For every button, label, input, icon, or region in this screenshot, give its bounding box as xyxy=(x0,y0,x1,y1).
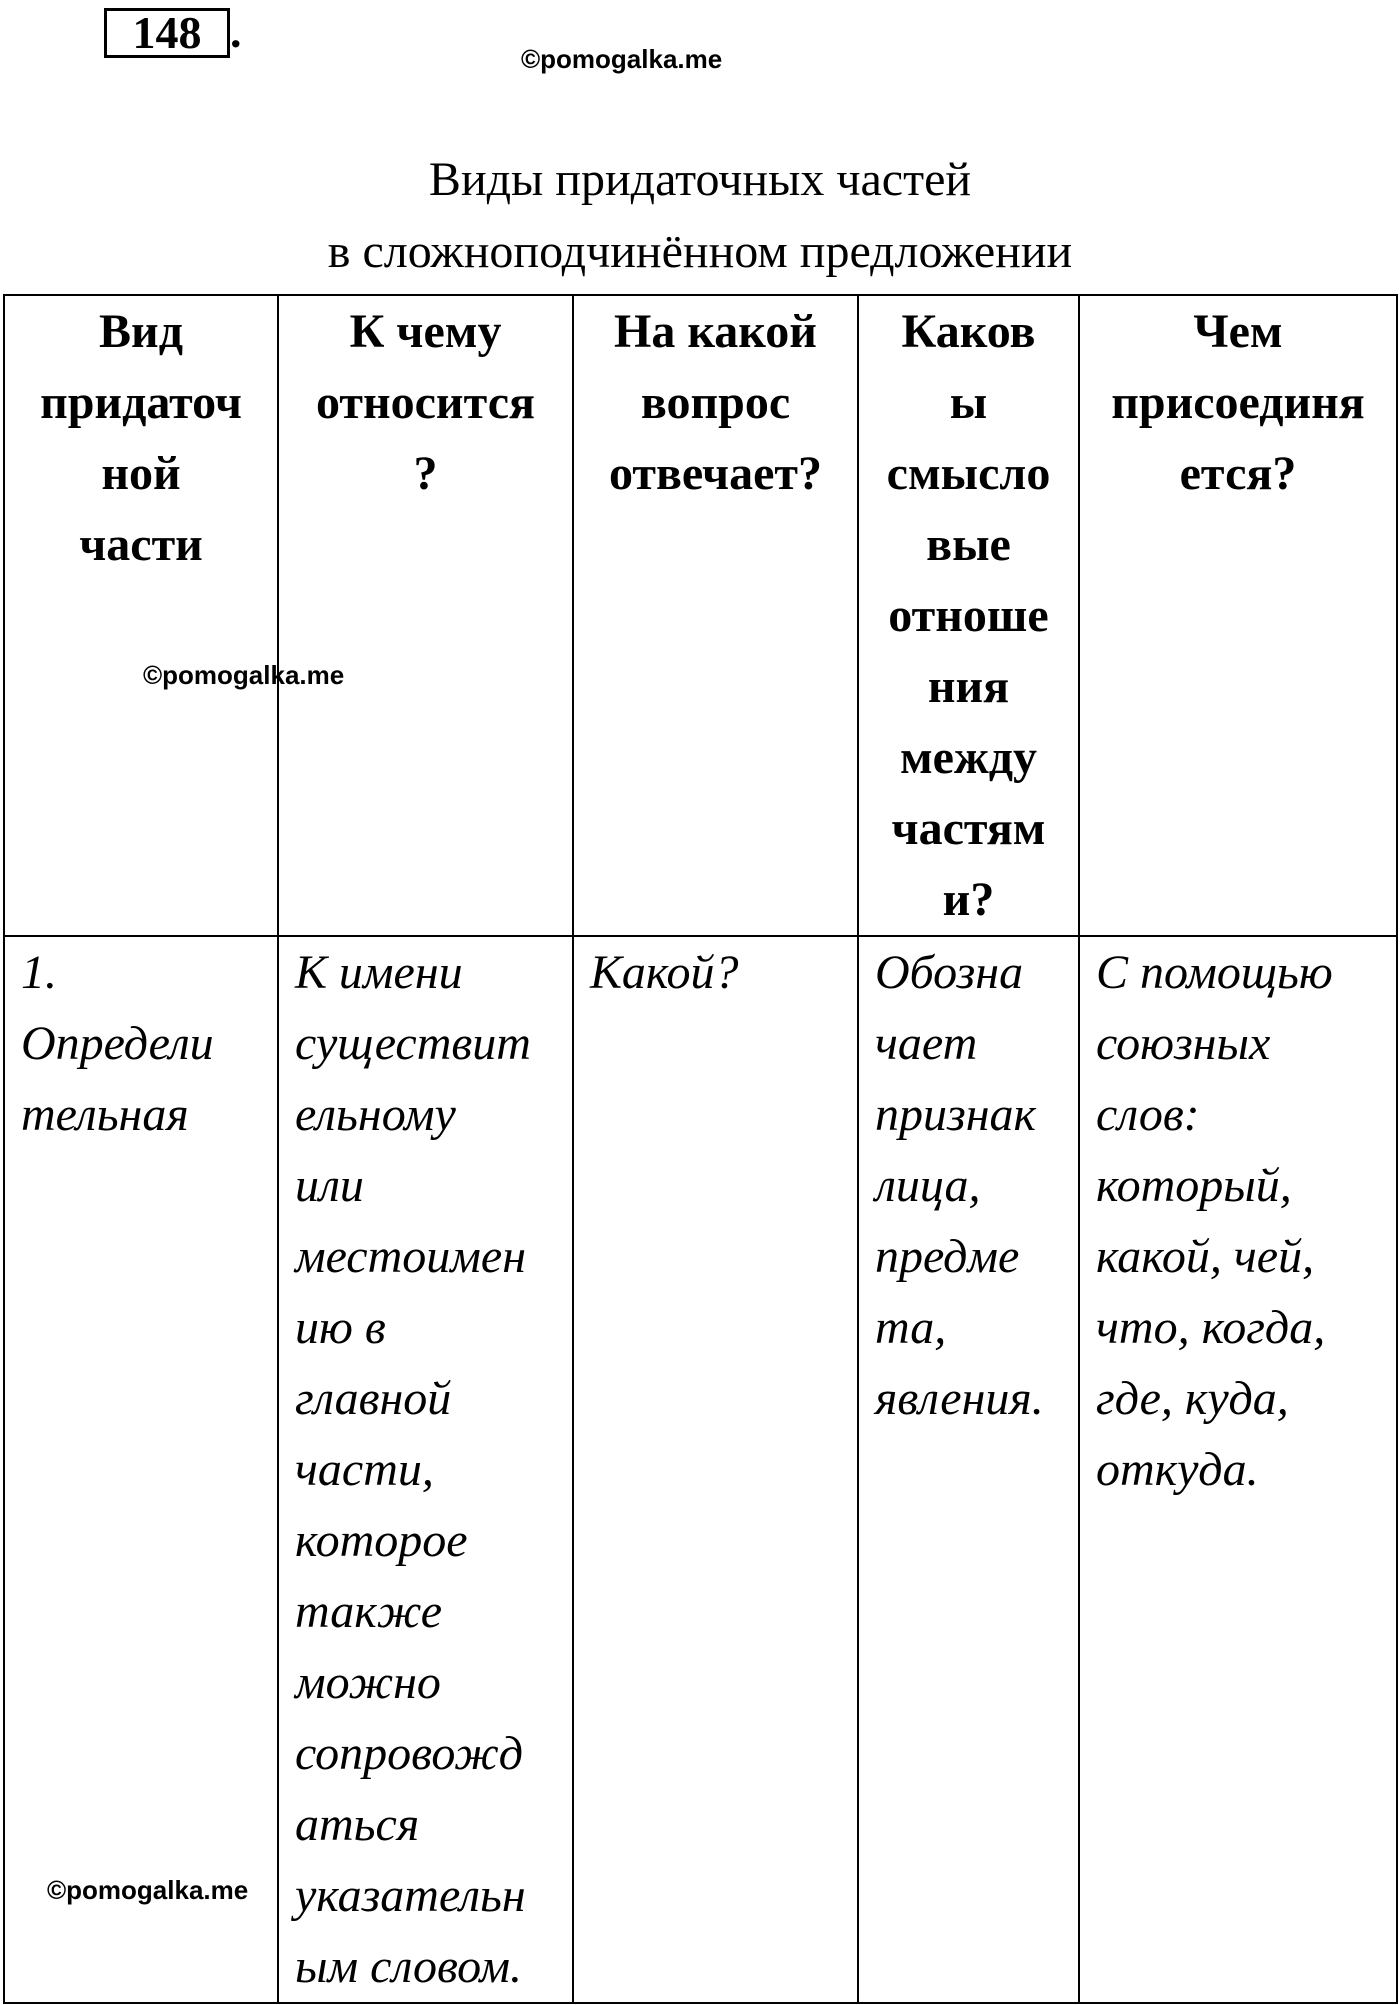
cell-line: ется? xyxy=(1179,447,1297,500)
cell-line: ы xyxy=(949,376,988,429)
cell-line: чает xyxy=(875,1017,978,1070)
cell-clause-type xyxy=(4,936,278,2003)
cell-line: вопрос xyxy=(640,376,791,429)
cell-question xyxy=(573,936,858,2003)
cell-line: союзных xyxy=(1096,1017,1271,1070)
cell-joined-by xyxy=(1079,936,1397,2003)
cell-line: Вид xyxy=(99,305,183,358)
cell-line: части xyxy=(79,518,203,571)
cell-line: Какой? xyxy=(590,946,739,999)
cell-line: С помощью xyxy=(1096,946,1333,999)
cell-line: где, куда, xyxy=(1096,1372,1289,1425)
header-relates-to xyxy=(278,295,573,936)
cell-line: ? xyxy=(413,447,438,500)
cell-line: частям xyxy=(891,802,1046,855)
header-clause-type xyxy=(4,295,278,936)
cell-line: Обозна xyxy=(875,946,1024,999)
watermark-bottom: ©pomogalka.me xyxy=(47,1875,249,1905)
cell-line: откуда. xyxy=(1096,1443,1259,1496)
page-title-line-2: в сложноподчинённом предложении xyxy=(327,225,1073,278)
cell-line: который, xyxy=(1096,1159,1292,1212)
cell-line: отвечает? xyxy=(609,447,822,500)
cell-line: та, xyxy=(875,1301,947,1354)
cell-line: Каков xyxy=(901,305,1036,358)
cell-line: признак xyxy=(875,1088,1036,1141)
cell-line: ния xyxy=(927,660,1010,713)
cell-line: что, когда, xyxy=(1096,1301,1326,1354)
cell-line: придаточ xyxy=(40,376,242,429)
cell-line: между xyxy=(899,731,1038,784)
cell-line: К чему xyxy=(349,305,502,358)
watermark-middle: ©pomogalka.me xyxy=(143,660,345,690)
table-row xyxy=(4,936,1397,2003)
cell-line: слов: xyxy=(1096,1088,1200,1141)
cell-line: явления. xyxy=(875,1372,1044,1425)
cell-line: и? xyxy=(942,873,995,926)
watermark-top: ©pomogalka.me xyxy=(521,44,723,74)
cell-line: относится xyxy=(316,376,535,429)
cell-line: ым словом. xyxy=(295,1940,522,1993)
cell-line: аться xyxy=(295,1798,420,1851)
cell-line: ию в xyxy=(295,1301,386,1354)
cell-line: местоимен xyxy=(295,1230,527,1283)
cell-line: Чем xyxy=(1193,305,1283,358)
cell-line: К имени xyxy=(295,946,463,999)
cell-line: тельная xyxy=(21,1088,189,1141)
cell-line: которое xyxy=(295,1514,468,1567)
exercise-number-dot: . xyxy=(230,6,242,57)
cell-relates-to xyxy=(278,936,573,2003)
cell-line: 1. xyxy=(21,946,57,999)
cell-line: смысло xyxy=(886,447,1051,500)
cell-line: главной xyxy=(295,1372,452,1425)
cell-line: вые xyxy=(926,518,1011,571)
cell-semantic-relations xyxy=(858,936,1079,2003)
cell-line: или xyxy=(295,1159,364,1212)
table-header-row xyxy=(4,295,1397,936)
header-joined-by xyxy=(1079,295,1397,936)
cell-line: также xyxy=(295,1585,443,1638)
cell-line: ной xyxy=(101,447,181,500)
cell-line: существит xyxy=(295,1017,531,1070)
header-semantic-relations xyxy=(858,295,1079,936)
cell-line: лица, xyxy=(875,1159,981,1212)
cell-line: какой, чей, xyxy=(1096,1230,1315,1283)
cell-line: Определи xyxy=(21,1017,214,1070)
page-title-line-1: Виды придаточных частей xyxy=(428,153,972,206)
cell-line: ельному xyxy=(295,1088,456,1141)
cell-line: отноше xyxy=(888,589,1049,642)
cell-line: На какой xyxy=(614,305,817,358)
clause-types-table xyxy=(3,294,1398,2004)
cell-line: присоединя xyxy=(1111,376,1365,429)
cell-line: предме xyxy=(875,1230,1020,1283)
cell-line: части, xyxy=(295,1443,434,1496)
cell-line: можно xyxy=(295,1656,441,1709)
exercise-number: 148 xyxy=(104,8,230,58)
cell-line: сопровожд xyxy=(295,1727,524,1780)
header-question xyxy=(573,295,858,936)
cell-line: указательн xyxy=(295,1869,526,1922)
